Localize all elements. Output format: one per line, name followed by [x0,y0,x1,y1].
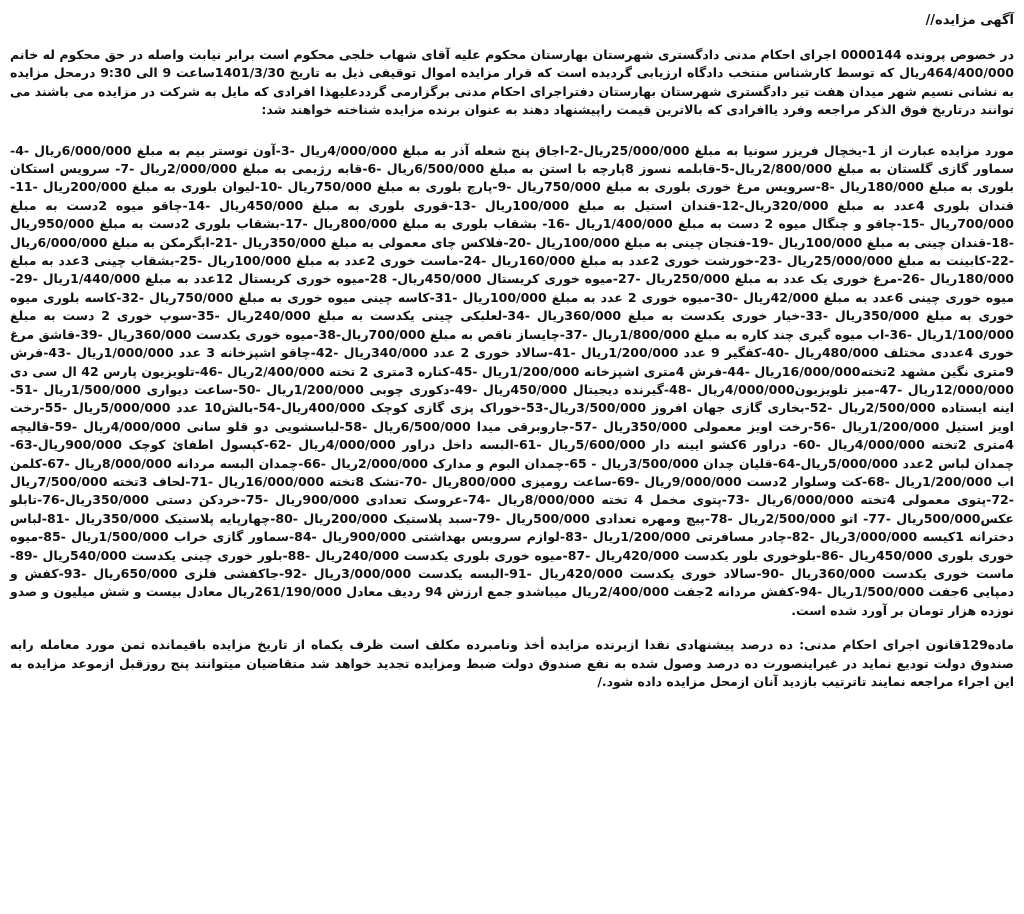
notice-title: آگهی مزایده// [925,13,1014,28]
law-article-paragraph: ماده129قانون اجرای احکام مدنی: ده درصد پیشنهادی نقدا ازبرنده مزایده أخذ ونامبرده مکلف است ظرف یکماه از تاریخ مزایده باقیمانده ثمن مورد معامله رابه صندوق دولت تودیع نماید در غیراینصورت ده درصد وصول شده به نفع صندوق دولت ضبط ومزایده تجدید خواهد شد متقاضیان میتوانند پنج روزقبل ازموعد مزایده به این اجراء مراجعه نمایند تاترتیب بازدید آنان ازمحل مزایده داده شود./ [10,637,1014,689]
notice-intro-paragraph: در خصوص پرونده 0000144 اجرای احکام مدنی دادگستری شهرستان بهارستان محکوم علیه آقای شهاب خلجی محکوم است برابر نیابت واصله در حق محکوم له خانم 464/400/000ریال که توسط کارشناس منتخب دادگاه ارزیابی گردیده است که قرار مزایده اموال توقیفی ذیل به تاریخ 1401/3/30ساعت 9 الی 9:30 درمحل مزایده به نشانی نسیم شهر میدان هفت تیر دادگستری شهرستان بهارستان دفتراجرای احکام مدنی برگزارمی گرددعلیهذا افرادی که مایل به شرکت در مزایده می باشند می توانند درتاریخ فوق الذکر مراجعه وفرد یاافرادی که بالاترین قیمت راپیشنهاد دهند به عنوان برنده مزایده شناخته خواهند شد: [10,47,1014,118]
auction-items-paragraph: مورد مزایده عبارت از 1-یخچال فریزر سونیا به مبلغ 25/000/000ریال-2-اجاق پنج شعله آذر به مبلغ 4/000/000ریال -3-آون توستر بیم به مبلغ 6/000/000ریال -4-سماور گازی گلستان به مبلغ 2/800/000ریال-5-قابلمه نسوز 8پارچه با استن به مبلغ 6/500/000ریال -6-قابه رژیمی به مبلغ 2/000/000ریال -7- سرویس استکان بلوری به مبلغ 180/000ریال -8-سرویس مرغ خوری بلوری به مبلغ 750/000ریال -9-پارچ بلوری به مبلغ 750/000ریال -10-لیوان بلوری به مبلغ 200/000ریال -11-قندان بلوری 4عدد به مبلغ 320/000ریال-12-قندان استیل به مبلغ 100/000ریال -13-قوری بلوری به مبلغ 450/000ریال -14-چاقو میوه 2دست به مبلغ 700/000ریال -15-چاقو و چنگال میوه 2 دست به مبلغ 1/400/000ریال -16- بشقاب بلوری به مبلغ 800/000ریال -17-بشقاب بلوری 2دست به مبلغ 950/000ریال -18-قندان چینی به مبلغ 100/000ریال -19-فنجان چینی به مبلغ 100/000ریال -20-فلاکس چای معمولی به مبلغ 350/000ریال -21-ابگرمکن به مبلغ 6/000/000ریال -22-کابینت به مبلغ 25/000/000ریال -23-خورشت خوری 2عدد به مبلغ 160/000ریال -24-ماست خوری 2عدد به مبلغ 100/000ریال -25-بشقاب چینی 3عدد به مبلغ 180/000ریال -26-مرغ خوری یک عدد به مبلغ 250/000ریال -27-میوه خوری کریستال 450/000ریال- 28-میوه خوری کریستال 12عدد به مبلغ 1/440/000ریال -29-میوه خوری چینی 6عدد به مبلغ 42/000ریال -30-میوه خوری 2 عدد به مبلغ 100/000ریال -31-کاسه چینی میوه خوری به مبلغ 750/000ریال -32-کاسه بلوری میوه خوری به مبلغ 350/000ریال -33-خیار خوری یکدست به مبلغ 360/000ریال -34-لعلبکی چینی یکدست به مبلغ 240/000ریال -35-سوپ خوری 2 دست به مبلغ 1/100/000ریال -36-اب میوه گیری چند کاره به مبلغ 1/800/000ریال -37-چایساز ناقص به مبلغ 700/000ریال-38-میوه خوری یکدست 360/000ریال -39-قاشق مرغ خوری 4عددی مختلف 480/000ریال -40-کفگیر 9 عدد 1/200/000ریال -41-سالاد خوری 2 عدد 340/000ریال -42-چاقو اشپزخانه 3 عدد 1/000/000ریال -43-فرش 9متری نگین مشهد 2تخته16/000/000ریال -44-فرش 4متری اشپزخانه 1/200/000ریال -45-کناره 3متری 2 تخته 2/400/000ریال -46-تلویزیون پارس 42 ال سی دی 12/000/000ریال -47-میز تلویزیون4/000/000ریال -48-گیرنده دیجیتال 450/000ریال -49-دکوری چوبی 1/200/000ریال -50-ساعت دیواری 1/500/000ریال -51-اینه ایستاده 2/500/000ریال -52-بخاری گازی جهان افروز 3/500/000ریال-53-خوراک پزی گازی کوچک 400/000ریال-54-بالش10 عدد 5/000/000ریال -55-رخت اویز استیل 1/200/000ریال -56-رخت اویز معمولی 350/000ریال -57-جاروبرقی میدا 6/500/000ریال -58-لباسشویی دو قلو سانی 4/000/000ریال -59-قالیچه 4متری 2تخته 4/000/000ریال -60- دراور 6کشو ایینه دار 5/600/000ریال -61-البسه داخل دراور 4/000/000ریال -62-کپسول اطفائ کوچک 900/000ریال-63-چمدان لباس 2عدد 5/000/000ریال-64-قلیان چدان 3/500/000ریال - 65-چمدان البوم و مدارک 2/000/000ریال -66-چمدان البسه مردانه 8/000/000ریال -67-کلمن اب 1/200/000ریال -68-کت وسلوار 2دست 9/000/000ریال -69-ساعت رومیزی 800/000ریال -70-تشک 8تخته 16/000/000ریال -71-لحاف 3تخته 7/500/000ریال -72-پتوی معمولی 4تخته 6/000/000ریال -73-پتوی مخمل 4 تخته 8/000/000ریال -74-عروسک تعدادی 900/000ریال -75-خردکن دستی 350/000ریال-76-تابلو عکس500/000ریال -77- اتو 2/500/000ریال -78-پیچ ومهره تعدادی 500/000ریال -79-سبد پلاستیک 200/000ریال -80-چهارپایه پلاستیک 350/000ریال -81-لباس دخترانه 1کیسه 3/000/000ریال -82-چادر مسافرتی 1/200/000ریال -83-لوازم سرویس بهداشتی 900/000ریال -84-سماور گازی خراب 1/500/000ریال -85-میوه خوری بلوری 450/000ریال -86-بلوخوری بلور یکدست 420/000ریال -87-میوه خوری بلوری یکدست 240/000ریال -88-بلور خوری چینی یکدست 540/000ریال -89-ماست خوری یکدست 360/000ریال -90-سالاد خوری یکدست 420/000ریال -91-البسه یکدست 3/000/000ریال -92-جاکفشی فلزی 650/000ریال -93-کفش و دمپایی 6جفت 1/500/000ریال -94-کفش مردانه 2جفت 2/400/000ریال میباشدو جمع ارزش 94 ردیف معادل 261/190/000ریال معادل بیست و شش میلیون و صدو نوزده هزار تومان بر آورد شده است. [10,142,1015,618]
